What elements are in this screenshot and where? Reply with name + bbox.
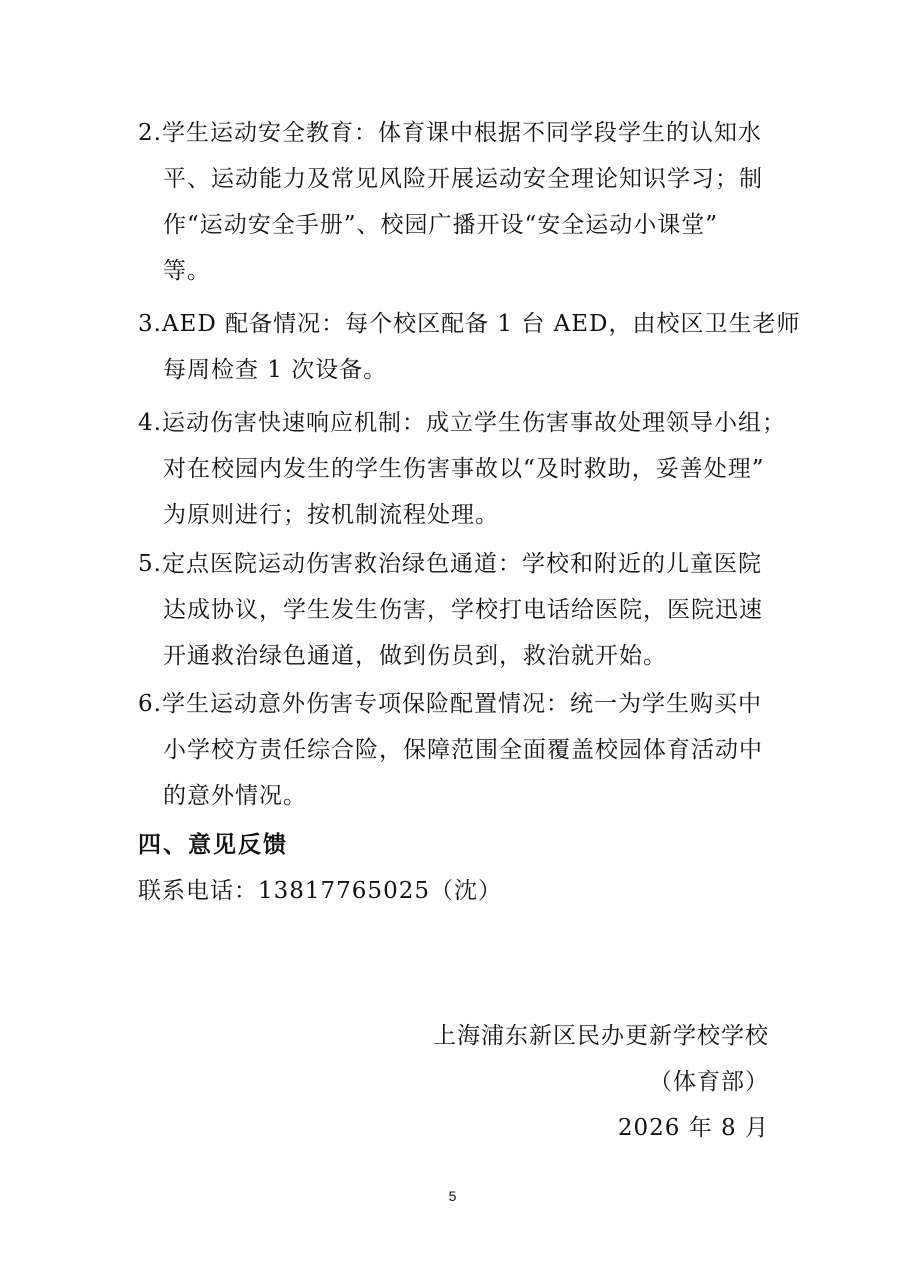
- item-3-line-2: 每周检查 1 次设备。: [163, 357, 388, 383]
- contact-phone: 联系电话：13817765025（沈）: [138, 878, 502, 904]
- item-5-line-1: 5.定点医院运动伤害救治绿色通道：学校和附近的儿童医院: [138, 551, 762, 577]
- item-3-line-1: 3.AED 配备情况：每个校区配备 1 台 AED，由校区卫生老师: [138, 311, 801, 337]
- item-4-line-1: 4.运动伤害快速响应机制：成立学生伤害事故处理领导小组；: [138, 410, 786, 436]
- item-4-line-3: 为原则进行；按机制流程处理。: [163, 502, 499, 528]
- signature-dept: （体育部）: [649, 1069, 769, 1095]
- item-5-line-2: 达成协议，学生发生伤害，学校打电话给医院，医院迅速: [163, 597, 763, 623]
- item-2-line-2: 平、运动能力及常见风险开展运动安全理论知识学习；制: [163, 166, 763, 192]
- item-6-line-3: 的意外情况。: [163, 783, 307, 809]
- section-heading: 四、意见反馈: [138, 832, 288, 858]
- signature-org: 上海浦东新区民办更新学校学校: [433, 1023, 769, 1049]
- item-2-line-3: 作“运动安全手册”、校园广播开设“安全运动小课堂”: [163, 212, 719, 238]
- signature-date: 2026 年 8 月: [617, 1115, 769, 1141]
- item-6-line-1: 6.学生运动意外伤害专项保险配置情况：统一为学生购买中: [138, 691, 762, 717]
- item-5-line-3: 开通救治绿色通道，做到伤员到，救治就开始。: [163, 643, 667, 669]
- item-2-line-1: 2.学生运动安全教育：体育课中根据不同学段学生的认知水: [138, 120, 762, 146]
- item-4-line-2: 对在校园内发生的学生伤害事故以“及时救助，妥善处理”: [163, 456, 765, 482]
- page-number: 5: [448, 1188, 457, 1204]
- item-6-line-2: 小学校方责任综合险，保障范围全面覆盖校园体育活动中: [163, 737, 763, 763]
- item-2-line-4: 等。: [163, 258, 211, 284]
